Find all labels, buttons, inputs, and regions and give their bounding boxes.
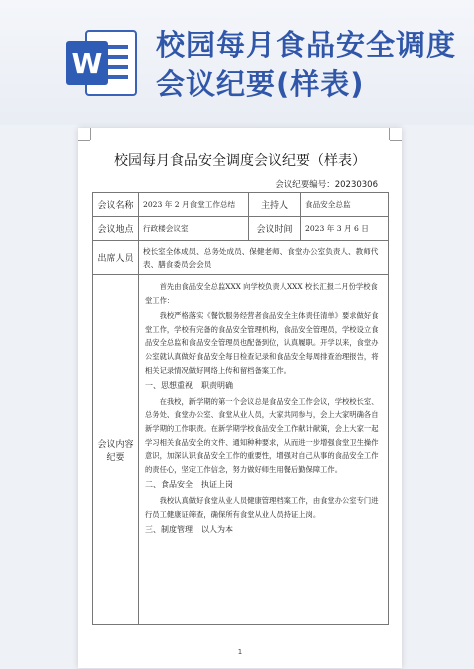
host-value: 食品安全总监 bbox=[301, 193, 389, 217]
content-paragraph: 首先由食品安全总监XXX 向学校负责人XXX 校长汇报二月份学校食堂工作： bbox=[145, 282, 378, 305]
section-heading: 三、制度管理 以人为本 bbox=[145, 525, 233, 535]
word-document-icon bbox=[64, 27, 140, 99]
page-number: 1 bbox=[237, 648, 243, 656]
content-paragraph: 我校严格落实《餐饮服务经营者食品安全主体责任清单》要求做好食堂工作，学校有完备的食品安全管理机构，食品安全管理员，学校设立食品安全总监和食品安全管理员也配备到位，认真履职。开学以来，食堂办公室就认真做好食品安全每日检查记录和食品安全每周排查治理报告，将相关记录情况做好网络上传和留档备案工作。 bbox=[145, 311, 379, 375]
meeting-name-value: 2023 年 2 月食堂工作总结 bbox=[139, 193, 249, 217]
meeting-time-label: 会议时间 bbox=[249, 217, 301, 241]
meeting-place-label: 会议地点 bbox=[93, 217, 139, 241]
attendees-label: 出席人员 bbox=[93, 241, 139, 275]
content-paragraph: 在我校，新学期的第一个会议总是食品安全工作会议，学校校长室、总务处、食堂办公室、食堂从业人员，大家共同参与，会上大家明确各自新学期的工作职责。在新学期学校食品安全工作献计献策，会上大家一起学习相关食品安全的文件、通知种种要求，从而进一步增强食堂卫生操作意识，加深认识食品安全工作的重要性，增强对自己从事的食品安全工作的责任心，坚定工作信念，努力做好师生用餐后勤保障工作。 bbox=[145, 396, 379, 474]
host-label: 主持人 bbox=[249, 193, 301, 217]
meeting-table bbox=[92, 192, 389, 625]
document-title: 校园每月食品安全调度会议纪要（样表） bbox=[114, 153, 366, 169]
document-page bbox=[78, 128, 402, 668]
svg-text:W: W bbox=[71, 47, 103, 80]
hero-banner bbox=[0, 0, 474, 125]
section-heading: 一、思想重视 职责明确 bbox=[145, 381, 233, 391]
content-label: 会议内容纪要 bbox=[93, 275, 139, 625]
content-paragraph: 我校认真做好食堂从业人员健康管理档案工作，由食堂办公室专门进行员工健康证筛查，确保所有食堂从业人员持证上岗。 bbox=[145, 495, 379, 519]
meeting-name-label: 会议名称 bbox=[93, 193, 139, 217]
attendees-value: 校长室全体成员、总务处成员、保健老师、食堂办公室负责人、教师代表、膳食委员会会员 bbox=[139, 241, 389, 275]
document-number: 会议纪要编号：20230306 bbox=[275, 180, 378, 190]
meeting-place-value: 行政楼会议室 bbox=[139, 217, 249, 241]
table-row bbox=[93, 193, 389, 217]
section-heading: 二、食品安全 执证上岗 bbox=[145, 480, 233, 490]
hero-title: 校园每月食品安全调度会议纪要(样表) bbox=[156, 28, 457, 101]
meeting-time-value: 2023 年 3 月 6 日 bbox=[301, 217, 389, 241]
content-summary bbox=[139, 275, 389, 625]
table-row bbox=[93, 275, 389, 625]
table-row bbox=[93, 241, 389, 275]
table-row bbox=[93, 217, 389, 241]
